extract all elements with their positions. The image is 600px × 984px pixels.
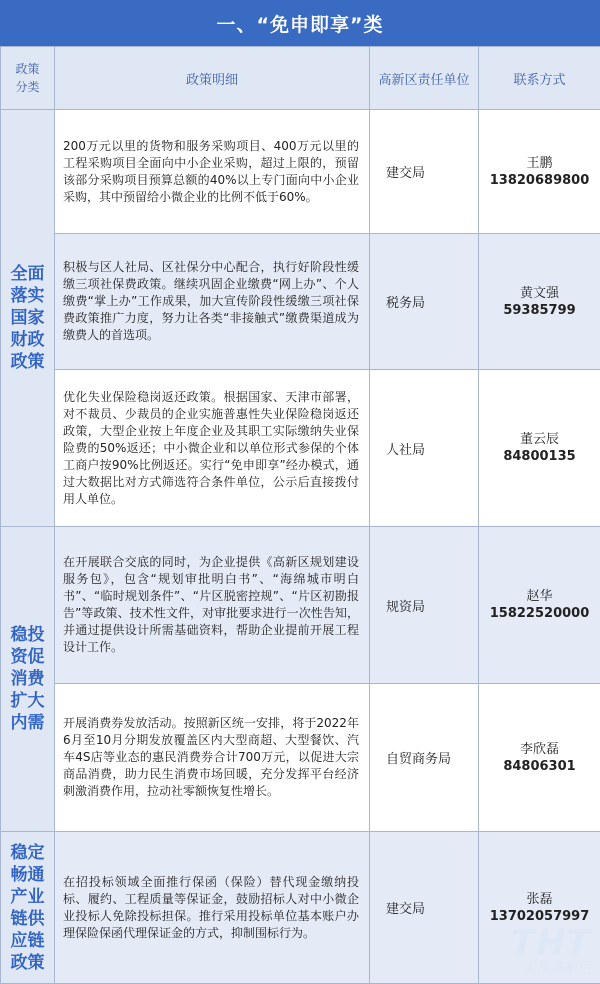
- contact-phone: 15822520000: [479, 605, 600, 622]
- table-row: [1, 527, 600, 684]
- contact-phone: 13702057997: [479, 908, 600, 925]
- contact-cell: [479, 832, 600, 984]
- contact-name: 赵华: [479, 588, 600, 605]
- contact-name: 王鹏: [479, 155, 600, 172]
- responsible-unit: 建交局: [370, 832, 479, 984]
- contact-cell: [479, 684, 600, 832]
- header-category: 政策分类: [1, 47, 55, 110]
- table-header-row: [1, 47, 600, 110]
- contact-phone: 59385799: [479, 302, 600, 319]
- contact-name: 张磊: [479, 891, 600, 908]
- responsible-unit: 建交局: [370, 110, 479, 234]
- policy-detail: 200万元以里的货物和服务采购项目、400万元以里的工程采购项目全面向中小企业采购，超过上限的，预留该部分采购项目预算总额的40%以上专门面向中小企业采购，其中预留给小微企业的比例不低于60%。: [55, 110, 370, 234]
- table-row: [1, 110, 600, 234]
- responsible-unit: 规资局: [370, 527, 479, 684]
- contact-cell: [479, 527, 600, 684]
- policy-detail: 优化失业保险稳岗返还政策。根据国家、天津市部署，对不裁员、少裁员的企业实施普惠性失业保险稳岗返还政策，大型企业按上年度企业及其职工实际缴纳失业保险费的50%返还；中小微企业和以单位形式参保的个体工商户按90%比例返还。实行“免申即享”经办模式，通过大数据比对方式筛选符合条件单位，公示后直接拨付用人单位。: [55, 370, 370, 527]
- responsible-unit: 税务局: [370, 234, 479, 370]
- policy-detail: 在开展联合交底的同时，为企业提供《高新区规划建设服务包》，包含“规划审批明白书”、“海绵城市明白书”、“临时规划条件”、“片区脱密控规”、“片区初勘报告”等政策、技术性文件，对审批要求进行一次性告知，并通过提供设计所需基础资料，帮助企业提前开展工程设计工作。: [55, 527, 370, 684]
- policy-detail: 开展消费券发放活动。按照新区统一安排，将于2022年6月至10月分期发放覆盖区内大型商超、大型餐饮、汽车4S店等业态的惠民消费券合计700万元，以促进大宗商品消费，助力民生消费市场回暖，充分发挥平台经济刺激消费作用，拉动社零额恢复性增长。: [55, 684, 370, 832]
- category-cell: 稳投资促消费扩大内需: [1, 527, 55, 832]
- responsible-unit: 人社局: [370, 370, 479, 527]
- contact-name: 黄文强: [479, 285, 600, 302]
- page-title: 一、“免申即享”类: [0, 0, 600, 46]
- contact-name: 董云辰: [479, 431, 600, 448]
- policy-detail: 在招投标领域全面推行保函（保险）替代现金缴纳投标、履约、工程质量等保证金，鼓励招标人对中小微企业投标人免除投标担保。推行采用投标单位基本账户办理保险保函代理保证金的方式，抑制围标行为。: [55, 832, 370, 984]
- table-row: [1, 370, 600, 527]
- policy-detail: 积极与区人社局、区社保分中心配合，执行好阶段性缓缴三项社保费政策。继续巩固企业缴费“网上办”、个人缴费“掌上办”工作成果，加大宣传阶段性缓缴三项社保费政策推广力度，努力让各类“非接触式”缴费渠道成为缴费人的首选项。: [55, 234, 370, 370]
- header-detail: 政策明细: [55, 47, 370, 110]
- table-row: [1, 684, 600, 832]
- category-cell: 全面落实国家财政政策: [1, 110, 55, 527]
- watermark-logo: THT: [511, 926, 592, 960]
- contact-phone: 84800135: [479, 448, 600, 465]
- contact-cell: [479, 110, 600, 234]
- contact-cell: [479, 370, 600, 527]
- watermark-text: 天津高新区: [511, 960, 592, 976]
- contact-phone: 13820689800: [479, 172, 600, 189]
- header-unit: 高新区责任单位: [370, 47, 479, 110]
- table-row: [1, 832, 600, 984]
- table-row: [1, 234, 600, 370]
- responsible-unit: 自贸商务局: [370, 684, 479, 832]
- policy-table: [0, 46, 600, 984]
- category-cell: 稳定畅通产业链供应链政策: [1, 832, 55, 984]
- header-contact: 联系方式: [479, 47, 600, 110]
- contact-phone: 84806301: [479, 758, 600, 775]
- contact-cell: [479, 234, 600, 370]
- contact-name: 李欣磊: [479, 741, 600, 758]
